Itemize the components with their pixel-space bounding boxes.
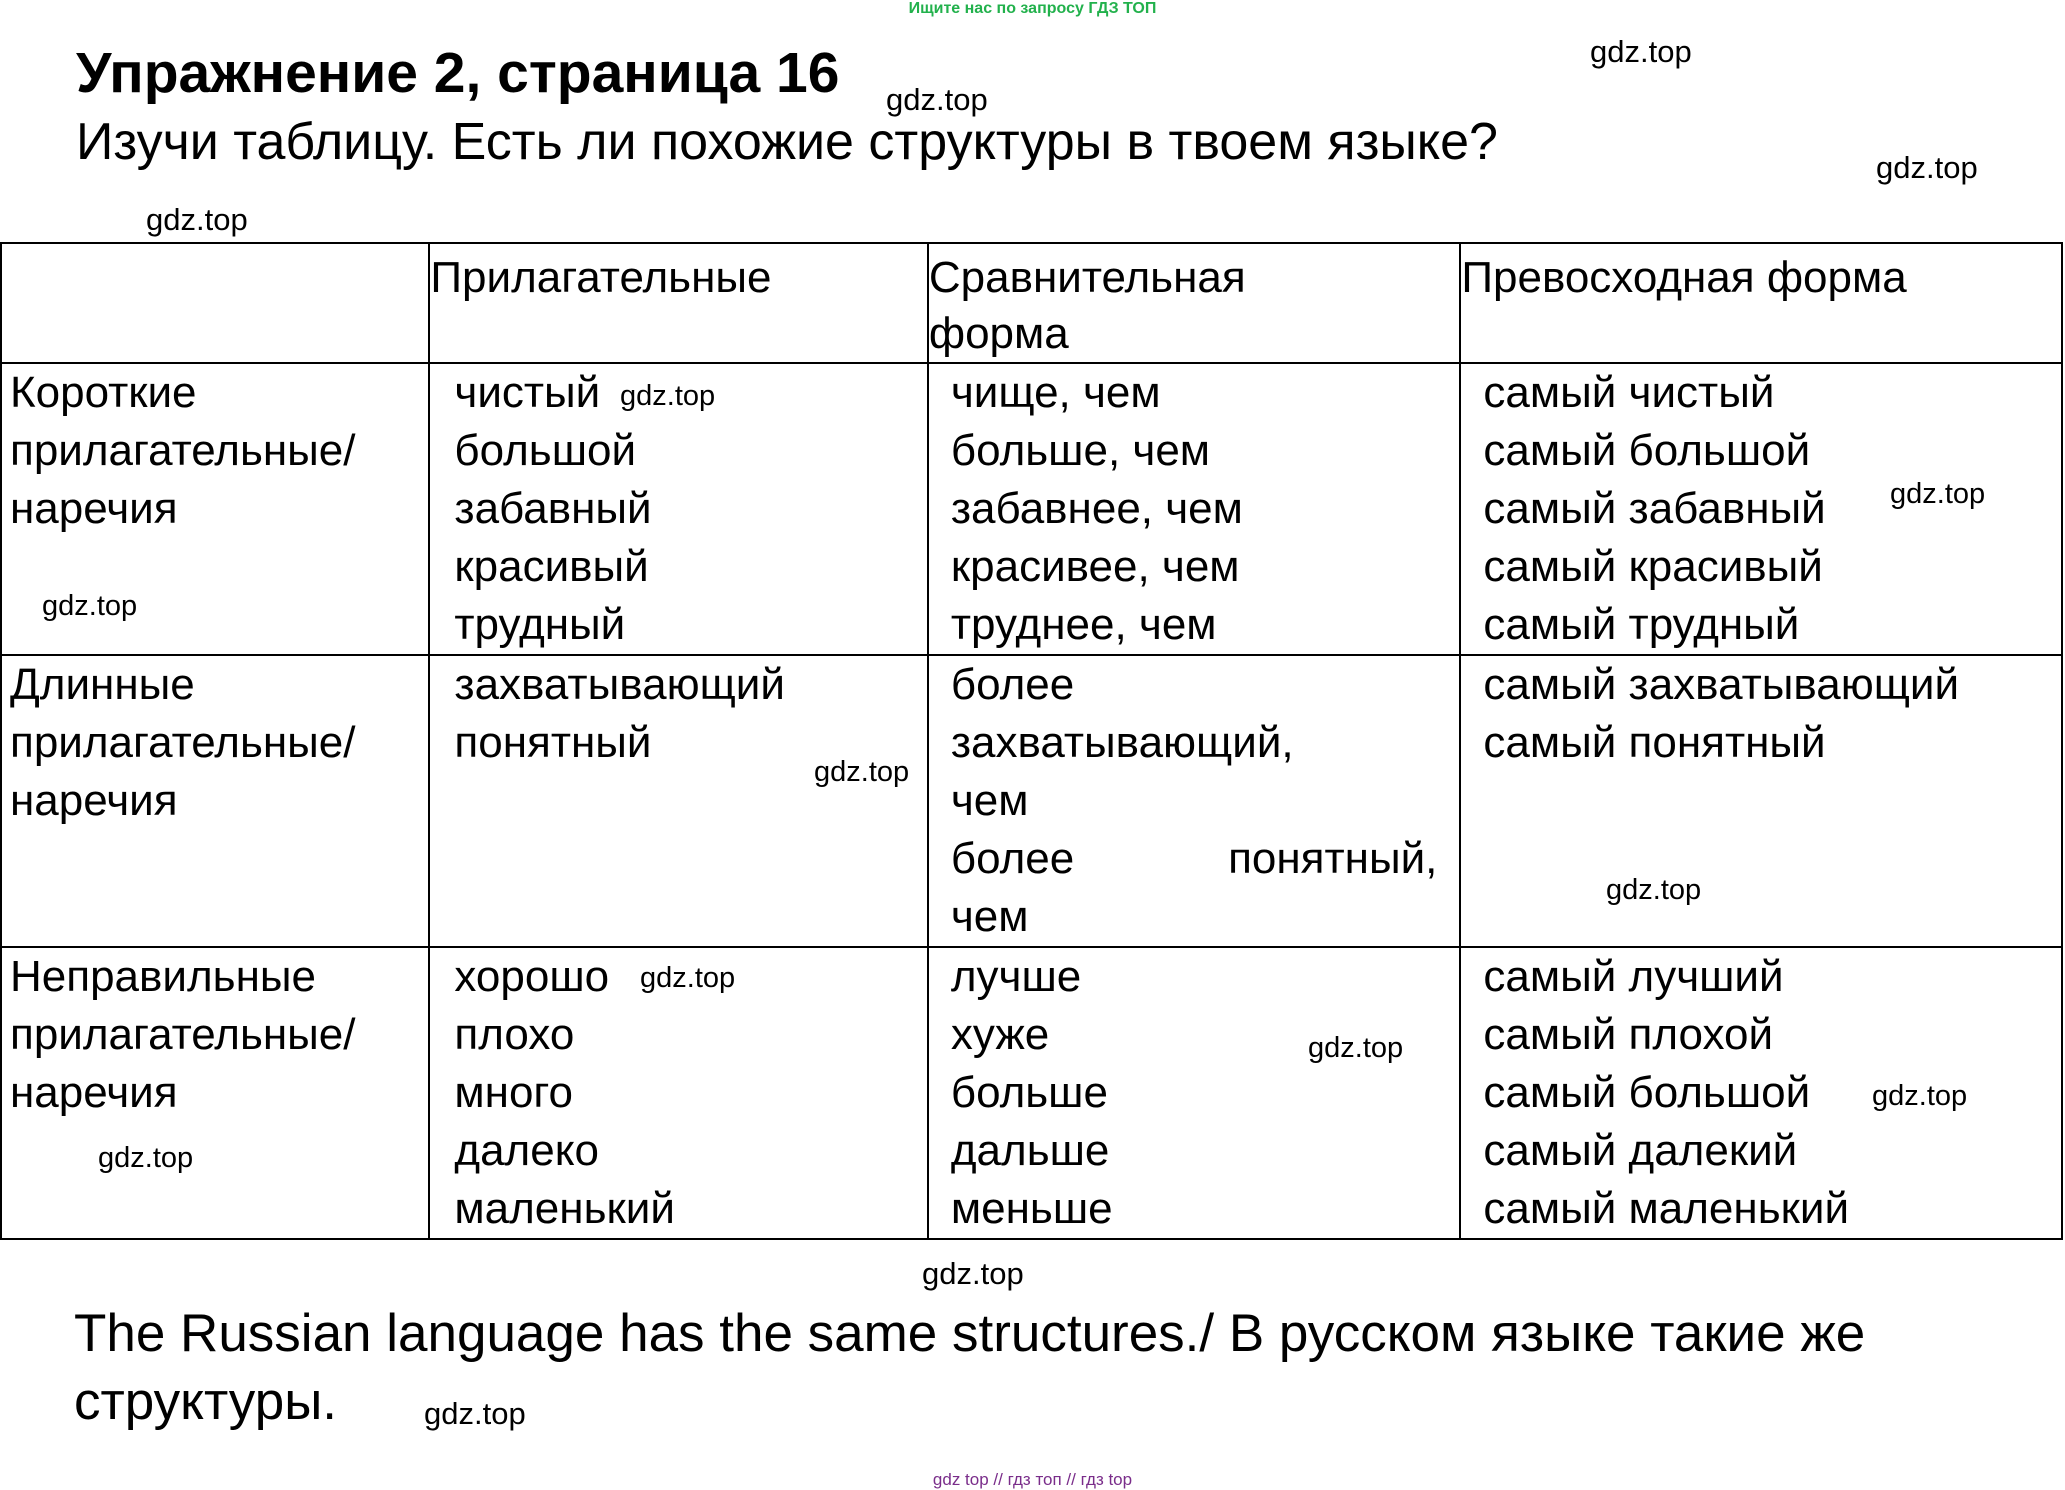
watermark: gdz.top xyxy=(42,590,138,622)
header-cell-empty xyxy=(1,243,429,363)
comparative-cell: более захватывающий, чем более понятный, чем xyxy=(928,655,1461,947)
exercise-title: Упражнение 2, страница 16 xyxy=(76,41,840,105)
adjectives-cell: чистый большой забавный красивый трудный xyxy=(429,363,927,655)
category-cell: Длинные прилагательные/ наречия xyxy=(1,655,429,947)
watermark: gdz.top xyxy=(814,756,910,788)
watermark: gdz.top xyxy=(922,1256,1024,1291)
category-cell: Короткие прилагательные/ наречия xyxy=(1,363,429,655)
watermark: gdz.top xyxy=(640,962,736,994)
watermark: gdz.top xyxy=(1308,1032,1404,1064)
watermark: gdz.top xyxy=(98,1142,194,1174)
category-cell: Неправильные прилагательные/ наречия xyxy=(1,947,429,1239)
comparative-cell: чище, чем больше, чем забавнее, чем красивее, чем труднее, чем xyxy=(928,363,1461,655)
header-cell-superlative: Превосходная форма xyxy=(1460,243,2062,363)
task-text: Изучи таблицу. Есть ли похожие структуры в твоем языке? xyxy=(76,113,1498,171)
watermark: gdz.top xyxy=(886,82,988,117)
watermark: gdz.top xyxy=(1606,874,1702,906)
superlative-cell: самый лучший самый плохой самый большой самый далекий самый маленький xyxy=(1460,947,2062,1239)
table-row xyxy=(1,947,2062,1239)
answer-text: The Russian language has the same structures./ В русском языке такие же структуры. xyxy=(74,1304,1866,1431)
watermark: gdz.top xyxy=(146,202,248,237)
superlative-cell: самый захватывающий самый понятный xyxy=(1460,655,2062,947)
table-row xyxy=(1,655,2062,947)
grammar-table xyxy=(0,242,2063,1240)
footer-links: gdz top // гдз топ // гдз top xyxy=(932,1470,1133,1489)
table-header-row xyxy=(1,243,2062,363)
superlative-cell: самый чистый самый большой самый забавный самый красивый самый трудный xyxy=(1460,363,2062,655)
header-cell-comparative: Сравнительная форма xyxy=(928,243,1461,363)
header-cell-adjectives: Прилагательные xyxy=(429,243,927,363)
watermark: gdz.top xyxy=(424,1396,526,1431)
watermark: gdz.top xyxy=(1872,1080,1968,1112)
watermark: gdz.top xyxy=(1890,478,1986,510)
adjectives-cell: захватывающий понятный xyxy=(429,655,927,947)
watermark: gdz.top xyxy=(1876,150,1978,185)
adjectives-cell: хорошо плохо много далеко маленький xyxy=(429,947,927,1239)
table-row xyxy=(1,363,2062,655)
watermark: gdz.top xyxy=(1590,34,1692,69)
top-banner: Ищите нас по запросу ГДЗ ТОП xyxy=(908,0,1157,17)
comparative-cell: лучше хуже больше дальше меньше xyxy=(928,947,1461,1239)
watermark: gdz.top xyxy=(620,380,716,412)
